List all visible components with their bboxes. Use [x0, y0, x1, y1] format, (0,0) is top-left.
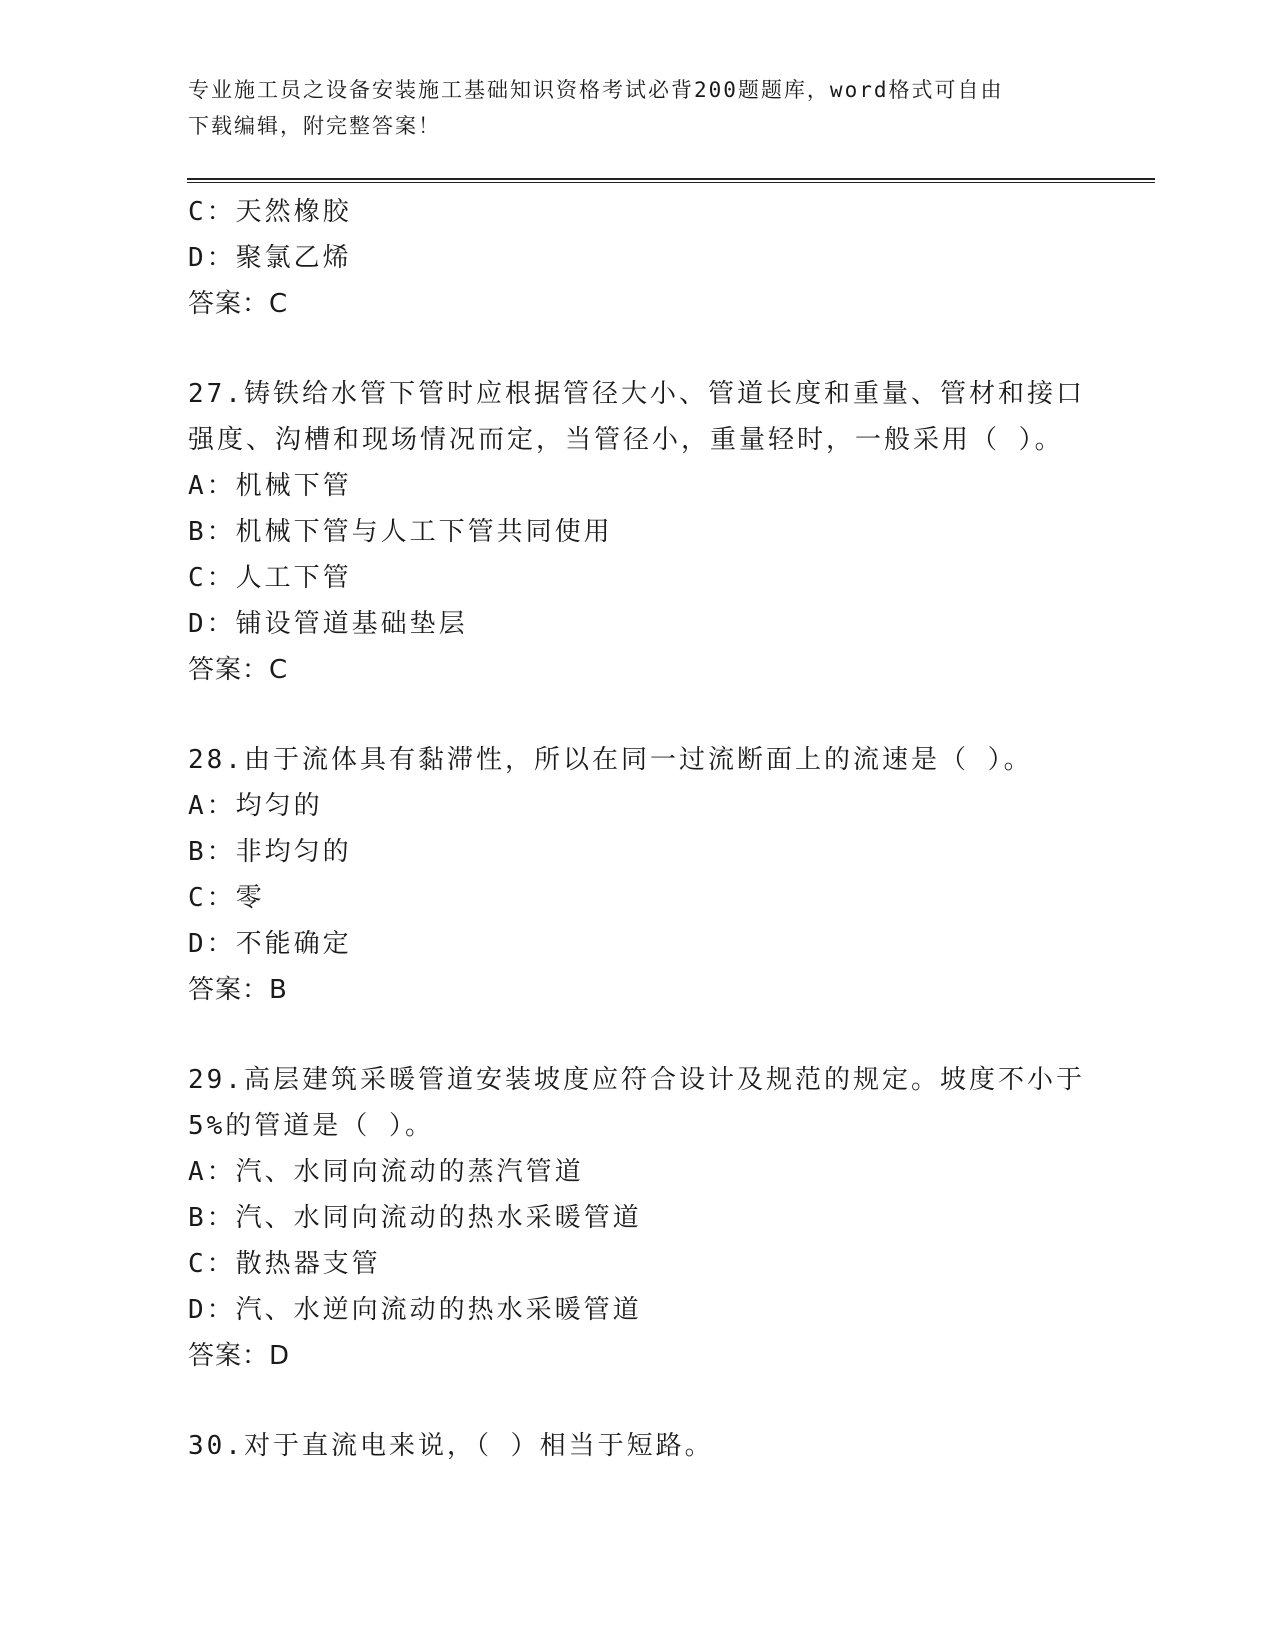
question-text: 5%的管道是（ ）。	[188, 1111, 434, 1141]
option-d: D：铺设管道基础垫层	[188, 609, 468, 639]
question-27	[188, 371, 1148, 693]
option-c: C：零	[188, 883, 265, 913]
question-30	[188, 1423, 1148, 1469]
header-line-2: 下载编辑，附完整答案！	[188, 114, 441, 138]
option-c: C：天然橡胶	[188, 197, 352, 227]
question-text: 28.由于流体具有黏滞性，所以在同一过流断面上的流速是（ ）。	[188, 745, 1033, 775]
header-line-1: 专业施工员之设备安装施工基础知识资格考试必背200题题库，word格式可自由	[188, 78, 1004, 102]
question-26-continued	[188, 189, 1148, 327]
question-text: 强度、沟槽和现场情况而定，当管径小，重量轻时，一般采用（ ）。	[188, 425, 1064, 455]
header-divider	[187, 178, 1155, 180]
header-divider-thin	[187, 182, 1155, 183]
option-d: D：聚氯乙烯	[188, 243, 352, 273]
question-list	[188, 189, 1148, 1469]
question-28	[188, 737, 1148, 1013]
answer-line: 答案：D	[188, 1341, 291, 1371]
option-d: D：不能确定	[188, 929, 352, 959]
option-b: B：机械下管与人工下管共同使用	[188, 517, 613, 547]
option-c: C：人工下管	[188, 563, 352, 593]
option-a: A：均匀的	[188, 791, 323, 821]
question-text: 30.对于直流电来说，（ ）相当于短路。	[188, 1431, 714, 1461]
option-c: C：散热器支管	[188, 1249, 381, 1279]
question-29	[188, 1057, 1148, 1379]
option-b: B：非均匀的	[188, 837, 352, 867]
option-d: D：汽、水逆向流动的热水采暖管道	[188, 1295, 642, 1325]
page-header	[188, 72, 1088, 144]
question-text: 27.铸铁给水管下管时应根据管径大小、管道长度和重量、管材和接口	[188, 379, 1085, 409]
option-a: A：汽、水同向流动的蒸汽管道	[188, 1157, 584, 1187]
answer-line: 答案：C	[188, 289, 289, 319]
option-b: B：汽、水同向流动的热水采暖管道	[188, 1203, 642, 1233]
question-text: 29.高层建筑采暖管道安装坡度应符合设计及规范的规定。坡度不小于	[188, 1065, 1085, 1095]
answer-line: 答案：C	[188, 655, 289, 685]
answer-line: 答案：B	[188, 975, 288, 1005]
option-a: A：机械下管	[188, 471, 352, 501]
